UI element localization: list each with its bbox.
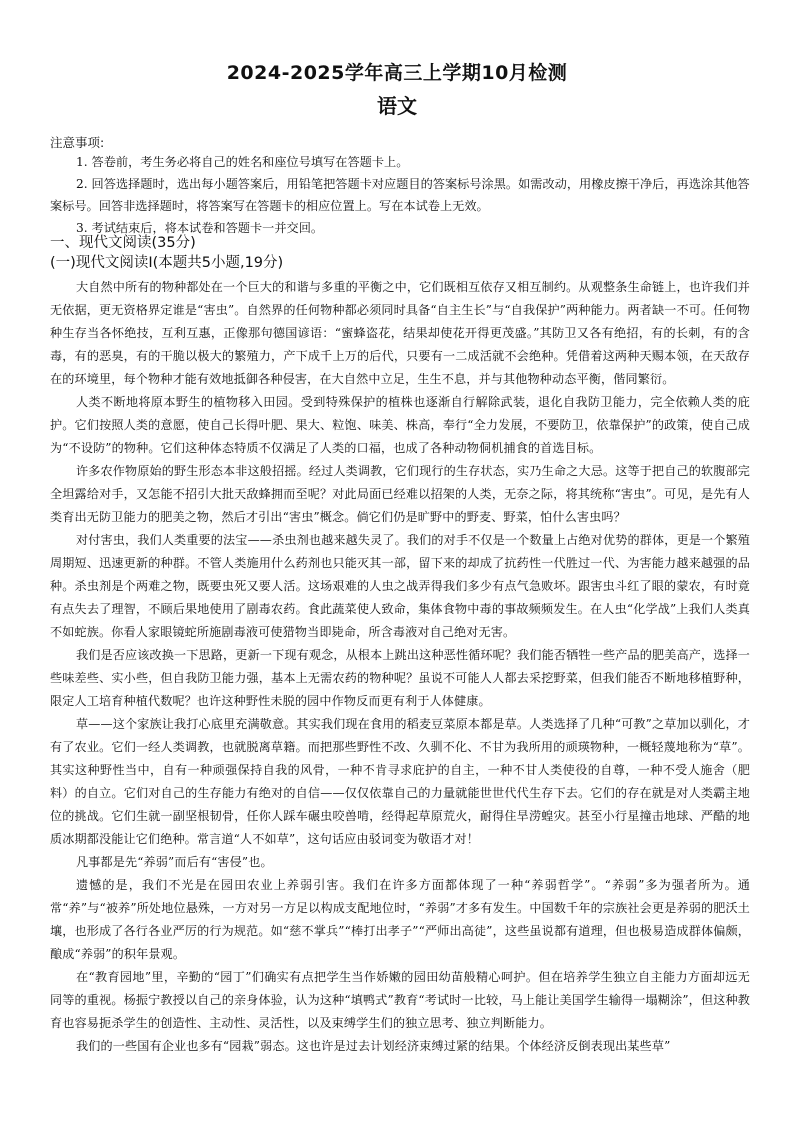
exam-title: 2024-2025学年高三上学期10月检测 [226, 62, 568, 84]
passage-paragraph: 草——这个家族让我打心底里充满敬意。其实我们现在食用的稻麦豆菜原本都是草。人类选择了几种“可教”之草加以驯化，才有了农业。它们一经人类调教，也就脱离草籍。而把那些野性不改、久驯不化、不甘为我所用的顽瑛物种，一概轻蔑地称为“草”。其实这种野性当中，自有一种顽强保持自我的风骨，一种不肯寻求庇护的自主，一种不甘人类使役的自尊，一种不受人施舍（肥料）的自立。它们对自己的生存能力有绝对的自信——仅仅依靠自己的力量就能世世代代生存下去。它们的存在就是对人类霸主地位的挑战。它们生就一副坚根韧骨，任你人踩车碾虫咬兽啃，经得起草原荒火，耐得住旱涝蝗灾。甚至小行星撞击地球、严酷的地质冰期都没能让它们绝种。常言道“人不如草”，这句话应由驳词变为敬语才对！ [50, 717, 750, 846]
reading-passage [50, 276, 750, 1058]
notice-heading: 注意事项: [50, 135, 105, 150]
passage-paragraph: 遗憾的是，我们不光是在园田农业上养弱引害。我们在许多方面都体现了一种“养弱哲学”。“养弱”多为强者所为。通常“养”与“被养”所处地位悬殊，一方对另一方足以构成支配地位时，“养弱”才多有发生。中国数千年的宗族社会更是养弱的肥沃土壤，也形成了各行各业严厉的行为规范。如“慈不掌兵”“棒打出孝子”“严师出高徒”，这些虽说都有道理，但也极易造成群体偏颇，酿成“养弱”的积年景观。 [50, 878, 750, 961]
notice-item-2: 2. 回答选择题时，选出每小题答案后，用铅笔把答题卡对应题目的答案标号涂黑。如需改动，用橡皮擦干净后，再选涂其他答案标号。回答非选择题时，将答案写在答题卡的相应位置上。写在本试卷上无效。 [50, 177, 750, 213]
notice-item-3: 3. 考试结束后，将本试卷和答题卡一并交回。 [76, 221, 324, 235]
passage-paragraph: 凡事都是先“养弱”而后有“害侵”也。 [76, 855, 273, 869]
section-heading: 一、现代文阅读(35分) [50, 235, 196, 251]
passage-paragraph: 我们的一些国有企业也多有“园栽”弱态。这也许是过去计划经济束缚过紧的结果。个体经济反倒表现出某些草” [76, 1039, 671, 1053]
passage-paragraph: 在“教育园地”里，辛勤的“园丁”们确实有点把学生当作娇嫩的园田幼苗般精心呵护。但在培养学生独立自主能力方面却远无同等的重视。杨振宁教授以自己的亲身体验，认为这种“填鸭式”教育“考试时一比较，马上能让美国学生输得一塌糊涂”，但这种教育也容易扼杀学生的创造性、主动性、灵活性，以及束缚学生们的独立思考、独立判断能力。 [50, 970, 750, 1030]
subsection-heading: (一)现代文阅读Ⅰ(本题共5小题,19分) [50, 255, 284, 271]
passage-paragraph: 对付害虫，我们人类重要的法宝——杀虫剂也越来越失灵了。我们的对手不仅是一个数量上占绝对优势的群体，更是一个繁殖周期短、迅速更新的种群。不管人类施用什么药剂也只能灭其一部，留下来的却成了抗药性一代胜过一代、为害能力越来越强的品种。杀虫剂是个两难之物，既要虫死又要人活。这场艰难的人虫之战弄得我们多少有点气急败坏。跟害虫斗红了眼的蒙农，有时竟有点失去了理智，不顾后果地使用了剧毒农药。食此蔬菜使人致命，集体食物中毒的事故频频发生。在人虫“化学战”上我们人类真不如蛇族。你看人家眼镜蛇所施剧毒液可使猎物当即毙命，所含毒液对自己绝对无害。 [50, 533, 750, 639]
subject-title: 语文 [377, 94, 417, 118]
notice-item-1: 1. 答卷前，考生务必将自己的姓名和座位号填写在答题卡上。 [76, 155, 409, 169]
passage-paragraph: 许多农作物原始的野生形态本非这般招摇。经过人类调教，它们现行的生存状态，实乃生命之大忌。这等于把自己的软腹部完全坦露给对手，又怎能不招引大批天敌蜂拥而至呢？对此局面已经难以招架的人类，无奈之际，将其统称“害虫”。可见，是先有人类育出无防卫能力的肥美之物，然后才引出“害虫”概念。倘它们仍是旷野中的野麦、野菜，怕什么害虫吗？ [50, 464, 750, 524]
passage-paragraph: 人类不断地将原本野生的植物移入田园。受到特殊保护的植株也逐渐自行解除武装，退化自我防卫能力，完全依赖人类的庇护。它们按照人类的意愿，使自己长得叶肥、果大、粒饱、味美、株高，奉行“全力发展，不要防卫，依靠保护”的政策，使自己成为“不设防”的物种。它们这种体态特质不仅满足了人类的口福，也成了各种动物侗机捕食的首选目标。 [50, 395, 750, 455]
passage-paragraph: 我们是否应该改换一下思路，更新一下现有观念，从根本上跳出这种恶性循环呢？我们能否牺牲一些产品的肥美高产，选择一些味差些、实小些，但自我防卫能力强，基本上无需农药的物种呢？虽说不可能人人都去采挖野菜，但我们能否不断地移植野种，限定人工培育种植代数呢？也许这种野性未脱的园中作物反而更有利于人体健康。 [50, 648, 750, 708]
passage-paragraph: 大自然中所有的物种都处在一个巨大的和谐与多重的平衡之中，它们既相互依存又相互制约。从观整条生命链上，也许我们并无依据，更无资格界定谁是“害虫”。自然界的任何物种都必须同时具备“自主生长”与“自我保护”两种能力。两者缺一不可。任何物种生存当各怀绝技，互利互惠，正像那句德国谚语：“蜜蜂盗花，结果却使花开得更茂盛。”其防卫又各有绝招，有的长刺，有的含毒，有的恶臭，有的干脆以极大的繁殖力，产下成千上万的后代，只要有一二成活就不会绝种。凭借着这两种天赐本领，在天敌存在的环境里，每个物种才能有效地抵御各种侵害，在大自然中立足，生生不息，并与其他物种动态平衡，偕同繁衍。 [50, 280, 750, 386]
